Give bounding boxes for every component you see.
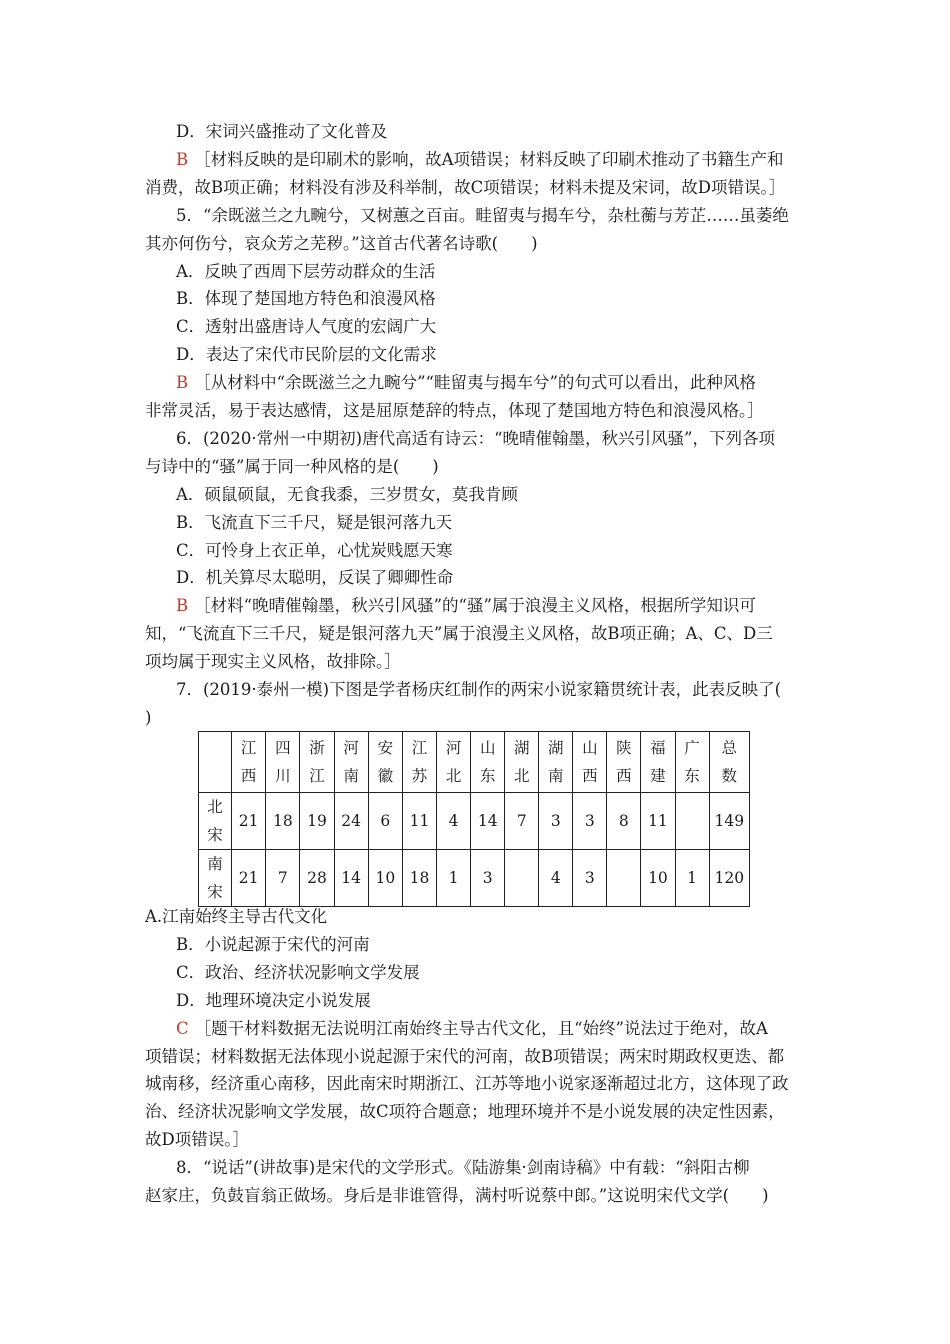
table-row-label: 北宋	[199, 793, 232, 850]
table-cell: 10	[368, 850, 402, 907]
text-line	[145, 905, 810, 929]
text-line	[145, 1072, 810, 1096]
table-header-cell: 河南	[334, 732, 368, 793]
line-text: D．表达了宋代市民阶层的文化需求	[176, 345, 437, 365]
text-line	[176, 287, 810, 311]
line-text: C．政治、经济状况影响文学发展	[176, 962, 420, 982]
text-line	[176, 678, 810, 702]
novelist-origin-table	[198, 731, 750, 907]
answer-letter: B	[176, 373, 189, 393]
line-text: 城南移，经济重心南移，因此南宋时期浙江、江苏等地小说家逐渐超过北方，这体现了政	[145, 1074, 789, 1094]
line-text: 赵家庄，负鼓盲翁正做场。身后是非谁管得，满村听说蔡中郎。”这说明宋代文学( )	[145, 1186, 769, 1205]
table-header-cell: 山西	[573, 732, 607, 793]
table-cell: 120	[709, 850, 749, 907]
table-cell	[675, 793, 709, 850]
table-cell: 10	[641, 850, 675, 907]
table-header-cell: 广东	[675, 732, 709, 793]
text-line	[145, 706, 810, 730]
table-cell: 11	[641, 793, 675, 850]
table-header-cell: 湖北	[505, 732, 539, 793]
table-cell: 28	[300, 850, 334, 907]
table-header-cell: 河北	[437, 732, 471, 793]
line-text: D．机关算尽太聪明，反误了卿卿性命	[176, 568, 454, 588]
table-cell: 21	[232, 793, 266, 850]
table-header-cell: 安徽	[368, 732, 402, 793]
text-line	[145, 1045, 810, 1069]
table-cell	[607, 850, 641, 907]
table-cell: 6	[368, 793, 402, 850]
line-text: 消费，故B项正确；材料没有涉及科举制，故C项错误；材料未提及宋词，故D项错误。］	[145, 177, 786, 197]
answer-explanation-line	[176, 594, 810, 618]
table-cell: 7	[505, 793, 539, 850]
line-text: B．飞流直下三千尺，疑是银河落九天	[176, 512, 453, 532]
line-text: 其亦何伤兮，哀众芳之芜秽。”这首古代著名诗歌( )	[145, 233, 538, 253]
line-text: 知，“飞流直下三千尺，疑是银河落九天”属于浪漫主义风格，故B项正确；A、C、D三	[145, 624, 773, 644]
answer-explanation-line	[176, 148, 810, 172]
text-line	[176, 260, 810, 284]
text-line	[176, 961, 810, 985]
line-text: D．地理环境决定小说发展	[176, 990, 371, 1010]
table-header-cell: 总数	[709, 732, 749, 793]
text-line	[145, 232, 810, 256]
text-line	[145, 1184, 810, 1208]
text-line	[176, 566, 810, 590]
answer-letter: B	[176, 596, 189, 616]
answer-explanation-line	[176, 371, 810, 395]
table-cell	[505, 850, 539, 907]
table-header-cell: 湖南	[539, 732, 573, 793]
line-text: 与诗中的“骚”属于同一种风格的是( )	[145, 456, 439, 476]
text-line	[176, 483, 810, 507]
text-line	[145, 399, 810, 423]
line-text: 项错误；材料数据无法体现小说起源于宋代的河南，故B项错误；两宋时期政权更迭、都	[145, 1046, 785, 1066]
text-line	[176, 343, 810, 367]
table-row	[199, 793, 750, 850]
table-cell: 8	[607, 793, 641, 850]
line-text: C．透射出盛唐诗人气度的宏阔广大	[176, 317, 437, 337]
answer-letter: C	[176, 1018, 189, 1038]
line-text: 治、经济状况影响文学发展，故C项符合题意；地理环境并不是小说发展的决定性因素，	[145, 1102, 785, 1122]
line-text: 7．(2019·泰州一模)下图是学者杨庆红制作的两宋小说家籍贯统计表，此表反映了(	[176, 680, 782, 699]
table-cell: 7	[266, 850, 300, 907]
table-cell: 21	[232, 850, 266, 907]
line-text: A．硕鼠硕鼠，无食我黍，三岁贯女，莫我肯顾	[176, 484, 518, 504]
line-text: ［从材料中“余既滋兰之九畹兮”“畦留夷与揭车兮”的句式可以看出，此种风格	[194, 373, 756, 393]
text-line	[145, 622, 810, 646]
line-text: 非常灵活，易于表达感情，这是屈原楚辞的特点，体现了楚国地方特色和浪漫风格。］	[145, 401, 764, 420]
line-text: ［材料反映的是印刷术的影响，故A项错误；材料反映了印刷术推动了书籍生产和	[194, 149, 784, 169]
table-cell: 149	[709, 793, 749, 850]
line-text: A.江南始终主导古代文化	[145, 907, 328, 926]
table-cell: 14	[471, 793, 505, 850]
text-line	[145, 1128, 810, 1152]
text-line	[145, 1100, 810, 1124]
text-line	[176, 989, 810, 1013]
line-text: )	[145, 707, 152, 727]
line-text: 项均属于现实主义风格，故排除。］	[145, 652, 401, 672]
table-header-cell: 江苏	[402, 732, 436, 793]
line-text: 5．“余既滋兰之九畹兮，又树蕙之百亩。畦留夷与揭车兮，杂杜蘅与芳芷……虽萎绝	[176, 205, 789, 225]
text-line	[145, 650, 810, 674]
table-header-cell: 浙江	[300, 732, 334, 793]
text-line	[176, 315, 810, 339]
table-cell: 3	[573, 850, 607, 907]
table-header-cell: 陕西	[607, 732, 641, 793]
table-cell: 1	[437, 850, 471, 907]
text-line	[176, 120, 810, 144]
line-text: 故D项错误。］	[145, 1130, 249, 1150]
table-header-cell: 江西	[232, 732, 266, 793]
line-text: C．可怜身上衣正单，心忧炭贱愿天寒	[176, 540, 453, 560]
table-header-cell: 四川	[266, 732, 300, 793]
text-line	[176, 1156, 810, 1180]
table-cell: 18	[266, 793, 300, 850]
text-line	[145, 176, 810, 200]
table-header-cell: 福建	[641, 732, 675, 793]
line-text: 8．“说话”(讲故事)是宋代的文学形式。《陆游集·剑南诗稿》中有载：“斜阳古柳	[176, 1158, 750, 1178]
line-text: D．宋词兴盛推动了文化普及	[176, 122, 388, 141]
text-line	[176, 204, 810, 228]
table-cell: 4	[539, 850, 573, 907]
table-cell: 24	[334, 793, 368, 850]
table-cell: 1	[675, 850, 709, 907]
table-cell: 18	[402, 850, 436, 907]
text-line	[145, 455, 810, 479]
answer-explanation-line	[176, 1017, 810, 1041]
table-cell: 3	[573, 793, 607, 850]
table-row-label: 南宋	[199, 850, 232, 907]
table-cell: 3	[539, 793, 573, 850]
text-line	[176, 539, 810, 563]
line-text: B．小说起源于宋代的河南	[176, 934, 370, 954]
table-cell: 19	[300, 793, 334, 850]
line-text: 6．(2020·常州一中期初)唐代高适有诗云：“晚晴催翰墨，秋兴引风骚”，下列各项	[176, 428, 775, 448]
text-line	[176, 427, 810, 451]
text-line	[176, 933, 810, 957]
table-header-cell: 山东	[471, 732, 505, 793]
line-text: B．体现了楚国地方特色和浪漫风格	[176, 289, 436, 309]
table-cell: 11	[402, 793, 436, 850]
text-line	[176, 511, 810, 535]
table-cell: 4	[437, 793, 471, 850]
line-text: ［题干材料数据无法说明江南始终主导古代文化，且“始终”说法过于绝对，故A	[194, 1018, 768, 1038]
line-text: A．反映了西周下层劳动群众的生活	[176, 261, 436, 281]
table-cell: 14	[334, 850, 368, 907]
table-row	[199, 850, 750, 907]
line-text: ［材料“晚晴催翰墨，秋兴引风骚”的“骚”属于浪漫主义风格，根据所学知识可	[194, 596, 756, 616]
table-cell: 3	[471, 850, 505, 907]
answer-letter: B	[176, 149, 189, 169]
table-corner-cell	[199, 732, 232, 793]
